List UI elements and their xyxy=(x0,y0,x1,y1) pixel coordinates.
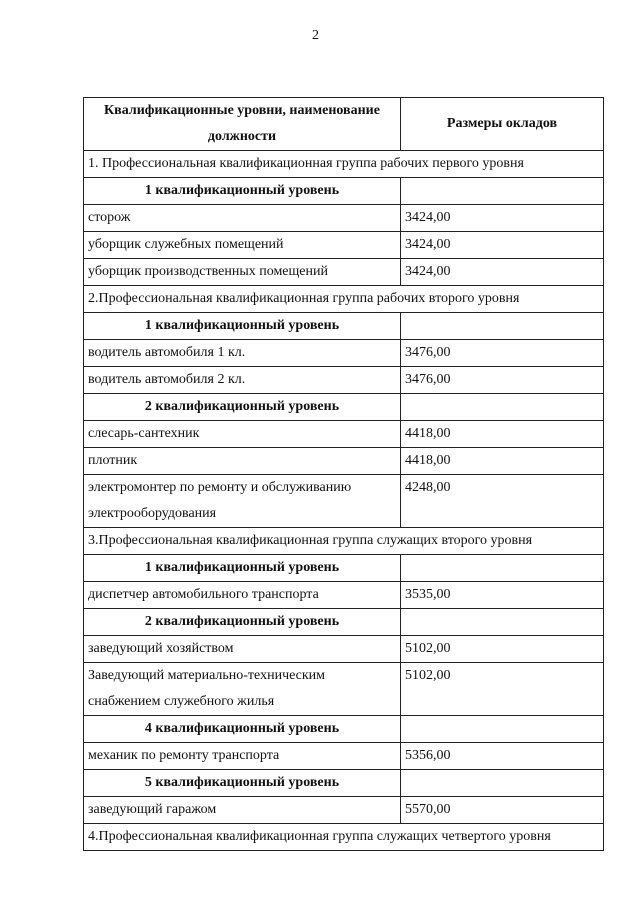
level-empty-cell xyxy=(401,609,604,636)
table-row xyxy=(84,636,604,663)
table-row xyxy=(84,340,604,367)
header-salary: Размеры окладов xyxy=(401,98,604,151)
position-name: сторож xyxy=(84,205,401,232)
table-row xyxy=(84,448,604,475)
header-position: Квалификационные уровни, наименование должности xyxy=(84,98,401,151)
position-name: Заведующий материально-техническим снабжением служебного жилья xyxy=(84,663,401,716)
page-number: 2 xyxy=(312,28,319,43)
table-row xyxy=(84,367,604,394)
salary-value: 5356,00 xyxy=(401,743,604,770)
position-name: электромонтер по ремонту и обслуживанию электрооборудования xyxy=(84,475,401,528)
table-row xyxy=(84,475,604,528)
level-empty-cell xyxy=(401,716,604,743)
level-row xyxy=(84,555,604,582)
salary-value: 5102,00 xyxy=(401,636,604,663)
level-title: 1 квалификационный уровень xyxy=(84,555,401,582)
table-row xyxy=(84,232,604,259)
level-row xyxy=(84,178,604,205)
salary-value: 3535,00 xyxy=(401,582,604,609)
position-name: заведующий хозяйством xyxy=(84,636,401,663)
group-title: 4.Профессиональная квалификационная группа служащих четвертого уровня xyxy=(84,824,604,851)
group-title: 3.Профессиональная квалификационная группа служащих второго уровня xyxy=(84,528,604,555)
group-row xyxy=(84,528,604,555)
level-empty-cell xyxy=(401,770,604,797)
salary-value: 3476,00 xyxy=(401,340,604,367)
table-row xyxy=(84,743,604,770)
salary-value: 4418,00 xyxy=(401,421,604,448)
salary-value: 4418,00 xyxy=(401,448,604,475)
position-name: плотник xyxy=(84,448,401,475)
level-row xyxy=(84,716,604,743)
table-body xyxy=(84,151,604,851)
salary-value: 3424,00 xyxy=(401,259,604,286)
position-name: заведующий гаражом xyxy=(84,797,401,824)
group-row xyxy=(84,286,604,313)
level-title: 1 квалификационный уровень xyxy=(84,178,401,205)
position-name: диспетчер автомобильного транспорта xyxy=(84,582,401,609)
level-empty-cell xyxy=(401,555,604,582)
group-title: 1. Профессиональная квалификационная группа рабочих первого уровня xyxy=(84,151,604,178)
table-row xyxy=(84,421,604,448)
table-row xyxy=(84,582,604,609)
table-row xyxy=(84,797,604,824)
level-row xyxy=(84,394,604,421)
group-title: 2.Профессиональная квалификационная группа рабочих второго уровня xyxy=(84,286,604,313)
level-title: 2 квалификационный уровень xyxy=(84,394,401,421)
level-title: 5 квалификационный уровень xyxy=(84,770,401,797)
salary-value: 3476,00 xyxy=(401,367,604,394)
salary-table xyxy=(83,97,604,851)
salary-value: 5102,00 xyxy=(401,663,604,716)
level-title: 1 квалификационный уровень xyxy=(84,313,401,340)
level-row xyxy=(84,609,604,636)
table-header-row xyxy=(84,98,604,151)
level-row xyxy=(84,770,604,797)
salary-value: 5570,00 xyxy=(401,797,604,824)
group-row xyxy=(84,151,604,178)
level-empty-cell xyxy=(401,394,604,421)
table-row xyxy=(84,205,604,232)
position-name: уборщик производственных помещений xyxy=(84,259,401,286)
level-row xyxy=(84,313,604,340)
position-name: механик по ремонту транспорта xyxy=(84,743,401,770)
position-name: водитель автомобиля 1 кл. xyxy=(84,340,401,367)
salary-value: 3424,00 xyxy=(401,232,604,259)
position-name: уборщик служебных помещений xyxy=(84,232,401,259)
salary-value: 4248,00 xyxy=(401,475,604,528)
salary-value: 3424,00 xyxy=(401,205,604,232)
level-empty-cell xyxy=(401,178,604,205)
group-row xyxy=(84,824,604,851)
table-row xyxy=(84,259,604,286)
position-name: слесарь-сантехник xyxy=(84,421,401,448)
level-empty-cell xyxy=(401,313,604,340)
position-name: водитель автомобиля 2 кл. xyxy=(84,367,401,394)
level-title: 4 квалификационный уровень xyxy=(84,716,401,743)
level-title: 2 квалификационный уровень xyxy=(84,609,401,636)
table-row xyxy=(84,663,604,716)
